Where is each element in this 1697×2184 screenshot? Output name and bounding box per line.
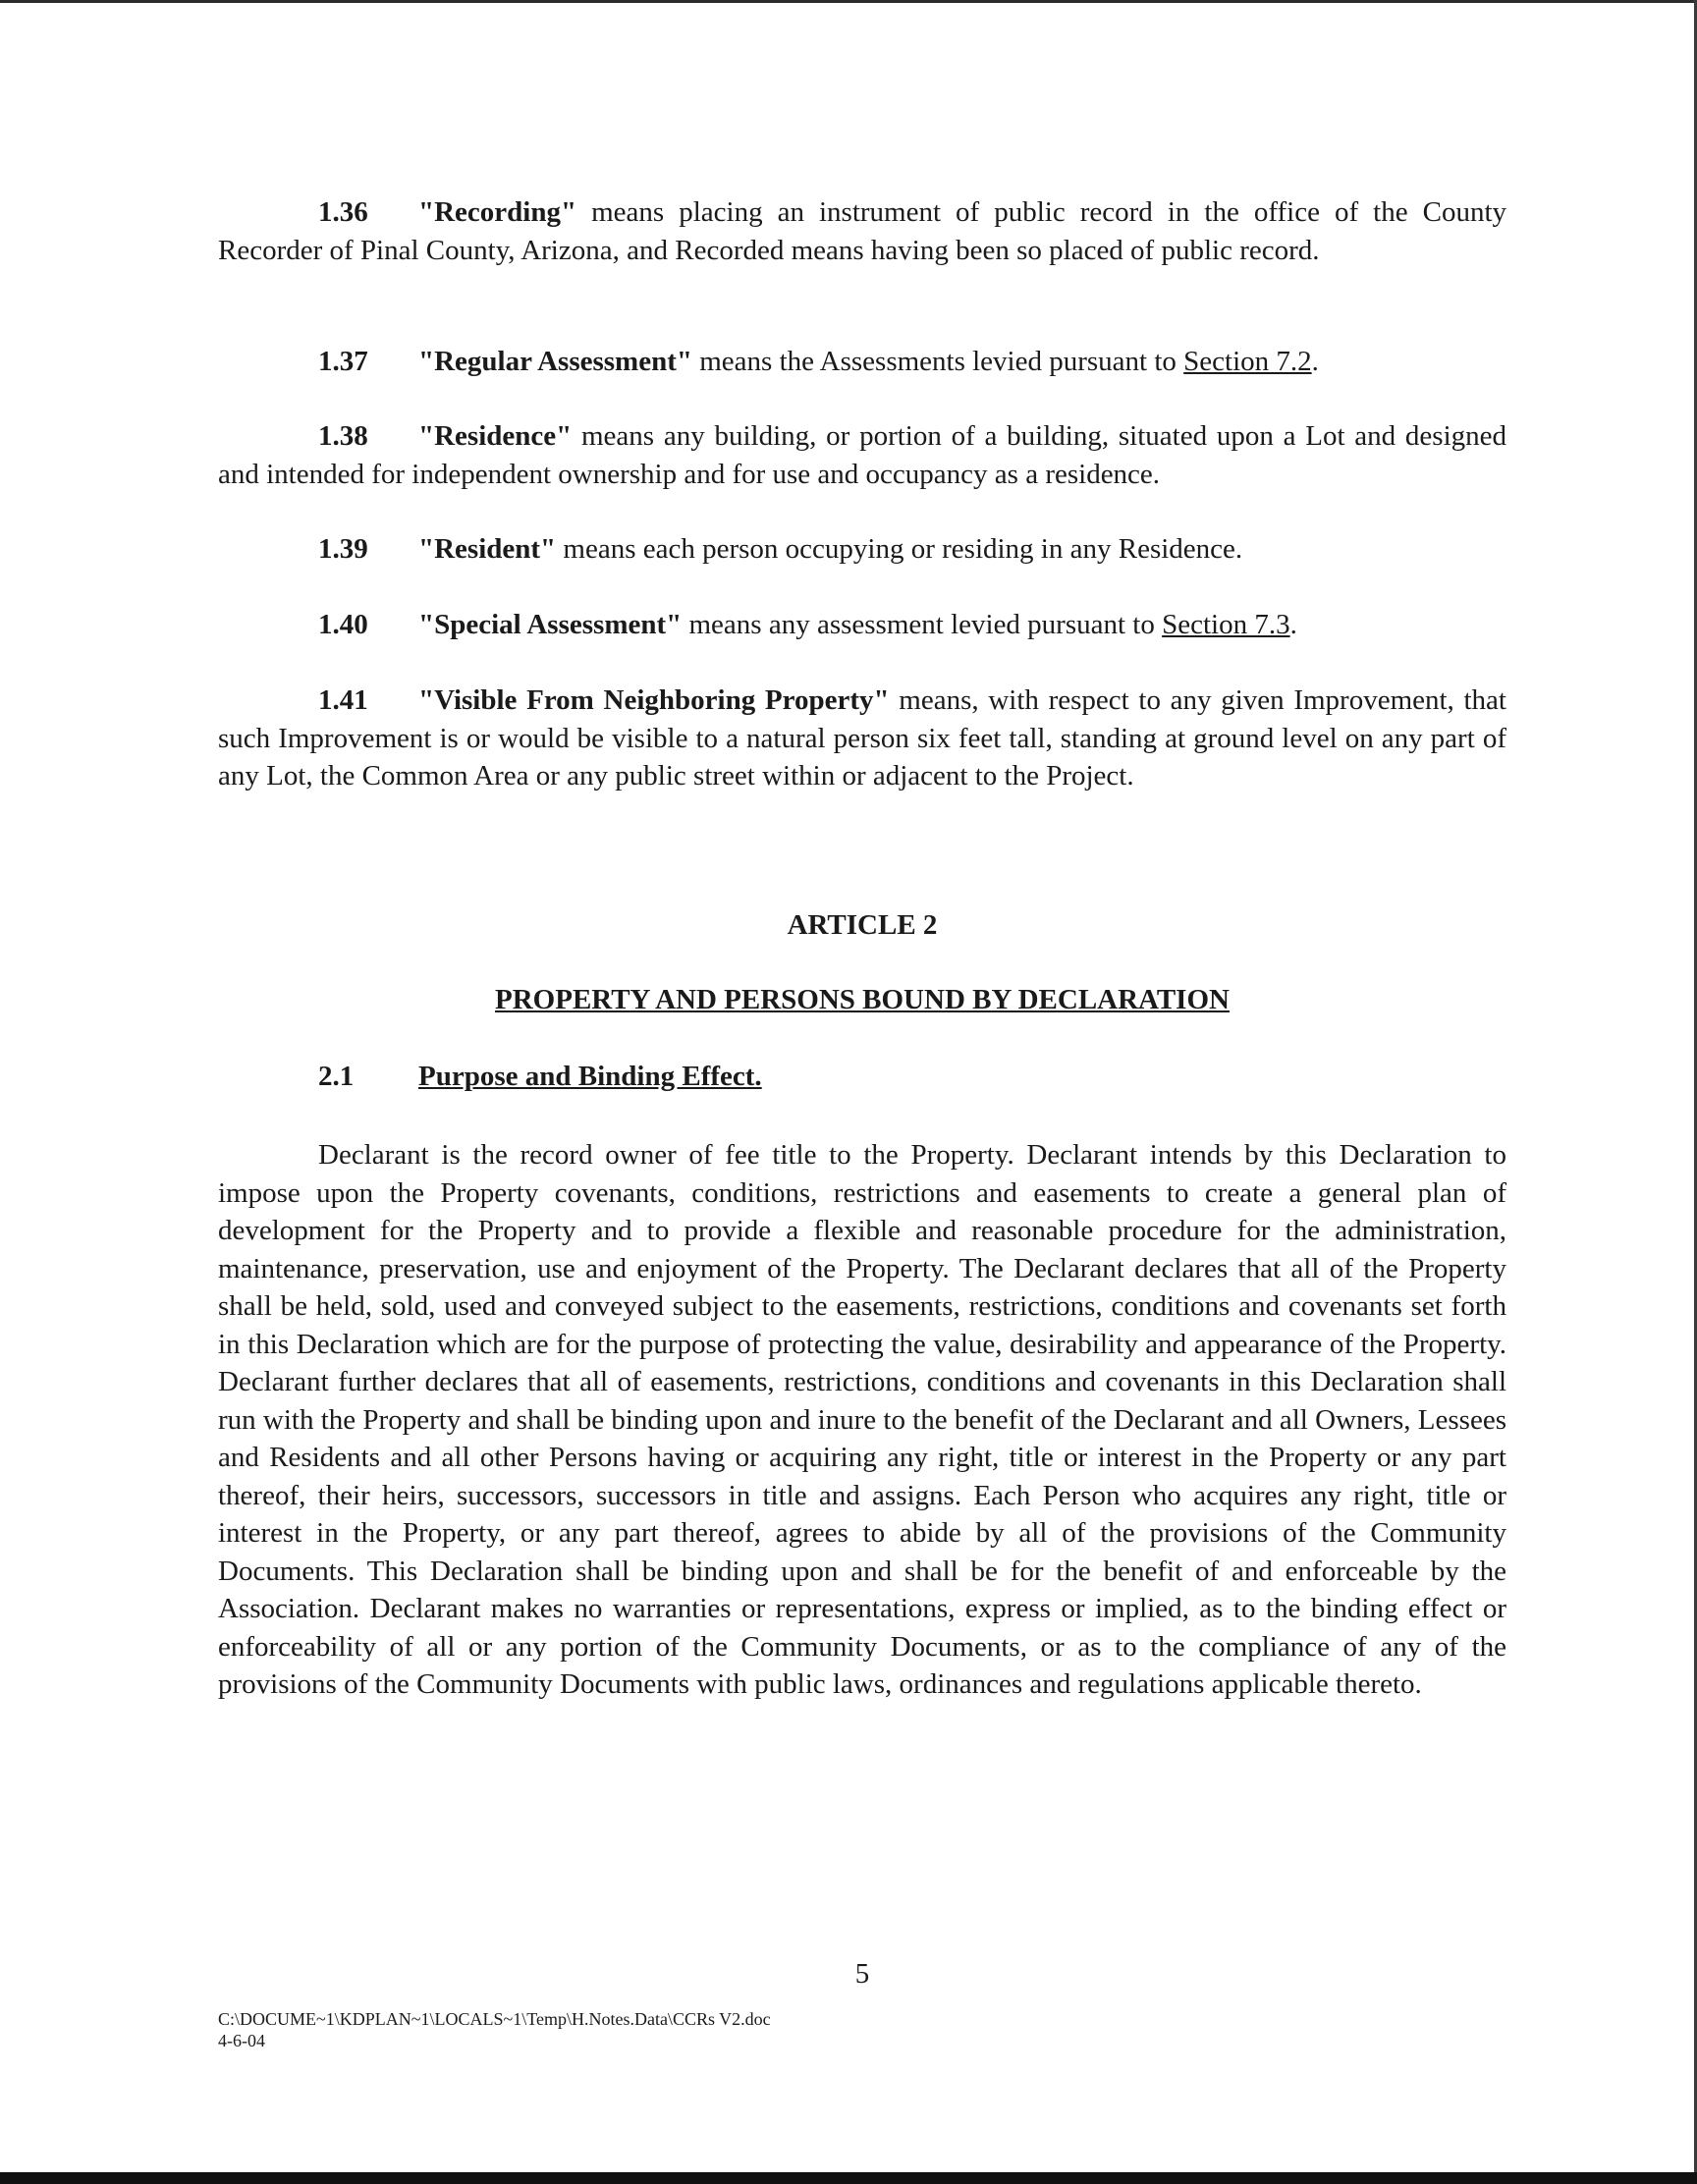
definition-1-38 [218,417,1506,493]
defined-term: "Recording" [418,196,577,228]
defined-term: "Special Assessment" [418,609,683,640]
defined-term: "Visible From Neighboring Property" [418,684,890,716]
article-label: ARTICLE 2 [787,909,938,941]
article-title-text: PROPERTY AND PERSONS BOUND BY DECLARATION [495,984,1230,1015]
definition-text: means any building, or portion of a building, situated upon a Lot and designed and intended for independent ownership and for use and occupancy as a residence. [218,420,1506,490]
defined-term: "Regular Assessment" [418,346,692,377]
defined-term: "Resident" [418,533,557,565]
definition-number: 1.39 [318,533,368,565]
definition-number: 1.38 [318,420,368,452]
section-number: 2.1 [318,1061,355,1092]
definition-1-36 [218,193,1506,269]
section-body: Declarant is the record owner of fee title to the Property. Declarant intends by this Declaration to impose upon the Property covenants, conditions, restrictions and easements to create a general plan of development for the Property and to provide a flexible and reasonable procedure for the administration, maintenance, preservation, use and enjoyment of the Property. The Declarant declares that all of the Property shall be held, sold, used and conveyed subject to the easements, restrictions, conditions and covenants set forth in this Declaration which are for the purpose of protecting the value, desirability and appearance of the Property. Declarant further declares that all of easements, restrictions, conditions and covenants in this Declaration shall run with the Property and shall be binding upon and inure to the benefit of the Declarant and all Owners, Lessees and Residents and all other Persons having or acquiring any right, title or interest in the Property or any part thereof, their heirs, successors, successors in title and assigns. Each Person who acquires any right, title or interest in the Property, or any part thereof, agrees to abide by all of the provisions of the Community Documents. This Declaration shall be binding upon and shall be for the benefit of and enforceable by the Association. Declarant makes no warranties or representations, express or implied, as to the binding effect or enforceability of all or any portion of the Community Documents, or as to the compliance of any of the provisions of the Community Documents with public laws, ordinances and regulations applicable thereto. [218,1139,1506,1700]
definition-1-41 [218,682,1506,795]
footer-date: 4-6-04 [218,2031,265,2050]
article-title [218,984,1506,1016]
definition-text: means the Assessments levied pursuant to [691,346,1184,377]
section-reference: Section 7.2 [1183,346,1312,377]
definition-number: 1.40 [318,609,368,640]
definition-text-end: . [1289,609,1297,640]
definition-text: means any assessment levied pursuant to [682,609,1163,640]
page-number: 5 [854,1958,870,1990]
definition-text: means placing an instrument of public record in the office of the County Recorder of Pinal County, Arizona, and Recorded means having been so placed of public record. [218,196,1506,266]
footer-file-path: C:\DOCUME~1\KDPLAN~1\LOCALS~1\Temp\H.Notes.Data\CCRs V2.doc [218,2009,771,2029]
definition-number: 1.36 [318,196,368,228]
section-title: Purpose and Binding Effect. [418,1061,762,1092]
footer [218,2008,771,2051]
definition-number: 1.41 [318,684,368,716]
definition-text-end: . [1311,346,1319,377]
defined-term: "Residence" [418,420,573,452]
section-heading [318,1061,762,1093]
definition-1-40 [218,606,1506,644]
definition-text: means, with respect to any given Improvement, that such Improvement is or would be visible to a natural person six feet tall, standing at ground level on any part of any Lot, the Common Area or any public street within or adjacent to the Project. [218,684,1506,792]
scan-edge-top [0,0,1697,3]
scan-edge-bottom [0,2172,1697,2184]
section-reference: Section 7.3 [1162,609,1290,640]
definition-number: 1.37 [318,346,368,377]
definition-1-39 [218,530,1506,569]
definition-1-37 [218,343,1506,381]
definition-text: means each person occupying or residing in any Residence. [556,533,1243,565]
